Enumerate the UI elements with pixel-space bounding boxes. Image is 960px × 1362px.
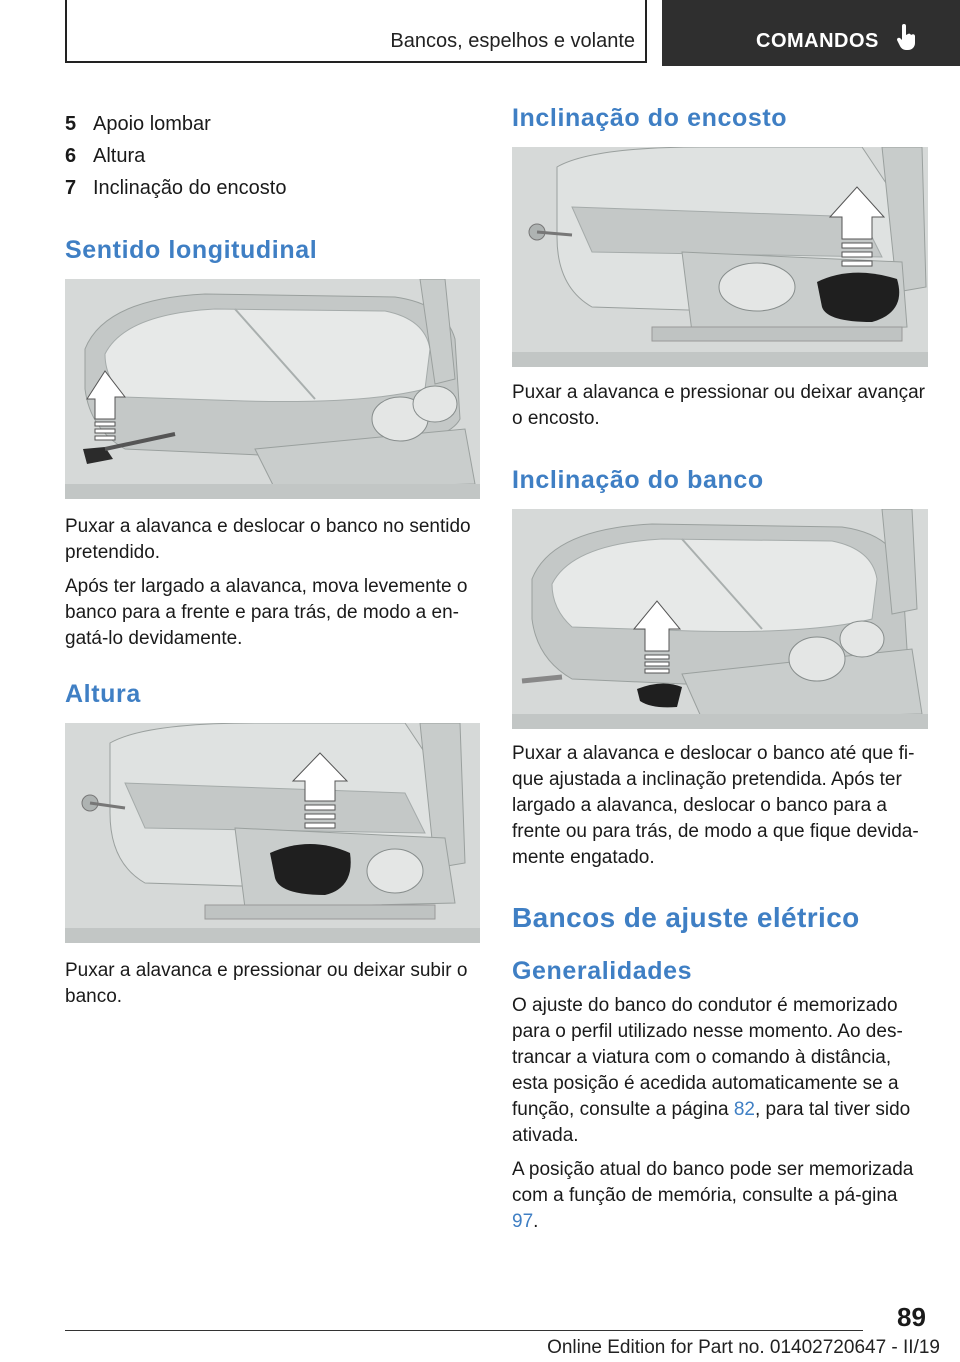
legend-list (65, 108, 480, 204)
paragraph: Após ter largado a alavanca, mova levemente o banco para a frente e para trás, de modo a en-gatá-lo devidamente. (65, 576, 468, 649)
seat-tilt-figure (512, 509, 928, 729)
paragraph: Puxar a alavanca e deslocar o banco no sentido pretendido. (65, 516, 471, 563)
paragraph-text: A posição atual do banco pode ser memorizada com a função de memória, consulte a pá-gina (512, 1159, 914, 1206)
paragraph: Puxar a alavanca e pressionar ou deixar avançar o encosto. (512, 382, 925, 429)
list-text: Altura (93, 145, 146, 167)
list-number: 5 (65, 113, 77, 135)
list-number: 6 (65, 145, 77, 167)
seat-height-figure (65, 723, 480, 943)
list-item (65, 140, 480, 172)
list-text: Apoio lombar (93, 113, 211, 135)
chapter-tab[interactable] (662, 0, 960, 66)
page-header (0, 0, 960, 66)
left-column (65, 108, 480, 204)
altura-text (65, 958, 480, 1010)
generalidades-text (512, 993, 928, 1235)
encosto-text (512, 380, 928, 432)
list-text: Inclinação do encosto (93, 177, 287, 199)
backrest-tilt-figure (512, 147, 928, 367)
heading-encosto: Inclinação do encosto (512, 104, 788, 132)
footer-divider (65, 1330, 863, 1331)
page-link[interactable]: 97 (512, 1211, 534, 1232)
heading-generalidades: Generalidades (512, 957, 693, 985)
heading-longitudinal: Sentido longitudinal (65, 236, 318, 264)
paragraph-text: O ajuste do banco do condutor é memorizado para o perfil utilizado nesse momento. Ao des-trancar a viatura com o comando à distância, esta posição é acedida automaticamente se a função, consulte a página (512, 995, 903, 1120)
heading-ajuste-eletrico: Bancos de ajuste elétrico (512, 902, 860, 933)
pointing-hand-icon (896, 24, 918, 57)
paragraph (512, 993, 928, 1149)
list-item (65, 108, 480, 140)
heading-altura: Altura (65, 680, 141, 708)
banco-text (512, 741, 928, 871)
list-number: 7 (65, 177, 77, 199)
paragraph: Puxar a alavanca e deslocar o banco até que fi-que ajustada a inclinação pretendida. Após ter largado a alavanca, deslocar o banco para a frente ou para trás, de modo a que fique devida-mente engatado. (512, 743, 919, 868)
paragraph: Puxar a alavanca e pressionar ou deixar subir o banco. (65, 960, 468, 1007)
page-number: 89 (897, 1302, 926, 1332)
longitudinal-text (65, 514, 480, 652)
paragraph-text: . (533, 1211, 539, 1232)
heading-inclinacao-banco: Inclinação do banco (512, 466, 764, 494)
page-link[interactable]: 82 (733, 1099, 755, 1120)
paragraph (512, 1157, 928, 1235)
chapter-tab-label: COMANDOS (756, 30, 879, 52)
edition-text: Online Edition for Part no. 01402720647 - II/19 (547, 1337, 940, 1358)
paragraph-text: , para tal tiver sido ativada. (512, 1099, 911, 1146)
list-item (65, 172, 480, 204)
section-title: Bancos, espelhos e volante (390, 30, 635, 52)
seat-longitudinal-figure (65, 279, 480, 499)
